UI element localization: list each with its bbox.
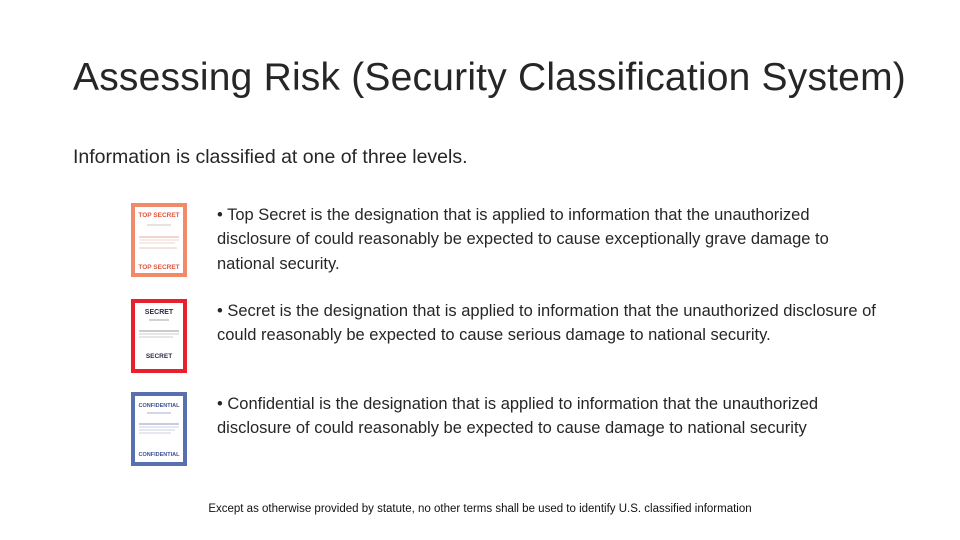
svg-text:TOP SECRET: TOP SECRET — [138, 212, 180, 219]
svg-text:TOP SECRET: TOP SECRET — [138, 264, 180, 271]
confidential-cover-image — [131, 392, 187, 466]
svg-text:SECRET: SECRET — [144, 309, 174, 316]
top-secret-cover-image — [131, 203, 187, 277]
svg-text:CONFIDENTIAL: CONFIDENTIAL — [138, 452, 180, 458]
slide-title: Assessing Risk (Security Classification System) — [73, 56, 906, 99]
top-secret-description: • Top Secret is the designation that is applied to information that the unauthorized disclosure of could reasonably be expected to cause exceptionally grave damage to national security. — [217, 206, 829, 273]
classification-item-confidential — [131, 392, 891, 467]
footer-note: Except as otherwise provided by statute, no other terms shall be used to identify U.S. classified information — [208, 503, 752, 515]
svg-text:CONFIDENTIAL: CONFIDENTIAL — [138, 403, 180, 409]
secret-cover-image — [131, 299, 187, 373]
confidential-description: • Confidential is the designation that is applied to information that the unauthorized disclosure of could reasonably be expected to cause damage to national security — [217, 395, 819, 438]
classification-item-top-secret — [131, 203, 891, 278]
secret-description: • Secret is the designation that is applied to information that the unauthorized disclosure of could reasonably be expected to cause serious damage to national security. — [217, 302, 876, 345]
classification-item-secret — [131, 299, 891, 374]
svg-text:SECRET: SECRET — [145, 353, 173, 360]
intro-text: Information is classified at one of three levels. — [73, 146, 468, 168]
